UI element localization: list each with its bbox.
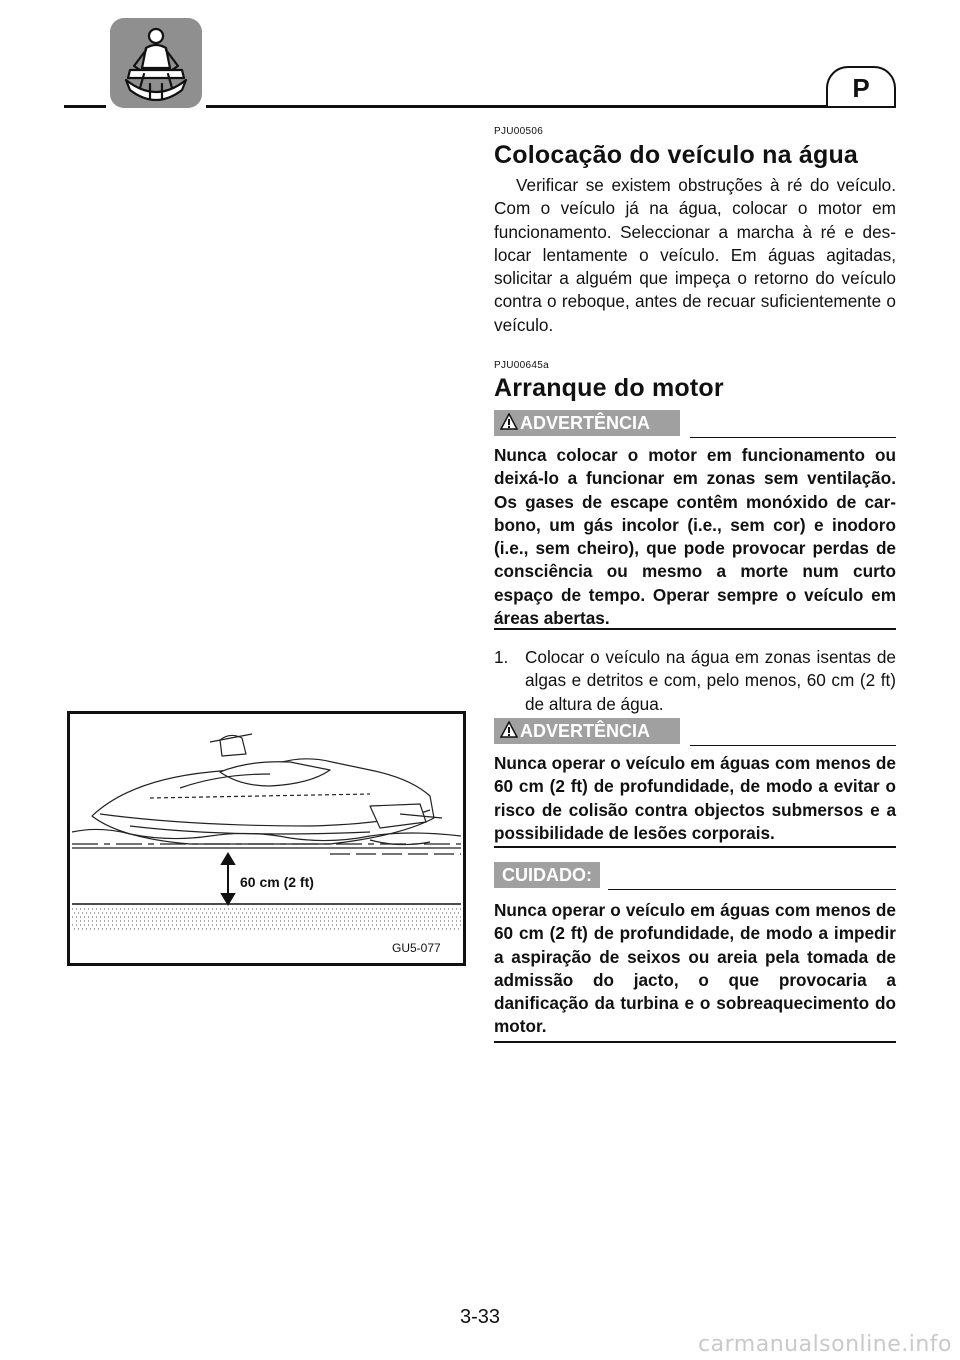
section1-paragraph: Verificar se existem obstruções à ré do veículo. Com o veículo já na água, colocar o motor em funcionamento. Seleccionar a marcha à ré e deslocar lentamente o veículo. Em águas agitadas, solicitar a alguém que impeça o retorno do veículo contra o reboque, antes de recuar suficientemente o veículo. [494,175,896,335]
header-rule-right [206,105,896,108]
caution-label: CUIDADO: [494,862,600,888]
jetski-depth-figure [67,711,466,966]
caution-header [494,862,896,890]
warning1-bottom-rule [494,628,896,630]
jetski-rider-icon [110,18,202,108]
caution-line [608,889,896,891]
warning2-label-box [494,718,680,744]
warning2-text: Nunca operar o veículo em águas com menos de 60 cm (2 ft) de profundidade, de modo a evitar o risco de colisão contra objectos submersos e a possibilidade de lesões corporais. [494,753,896,843]
section1-title: Colocação do veículo na água [494,141,859,169]
jetski-illustration [70,714,463,963]
warning1-text: Nunca colocar o motor em funcionamento ou deixá-lo a funcionar em zonas sem ventilação. Os gases de escape contêm monóxido de carbono, um gás incolor (i.e., sem cor) e inodoro (i.e., sem cheiro), que pode provocar perdas de consciência ou mesmo a morte num curto espaço de tempo. Operar sempre o veículo em áreas abertas. [494,445,896,629]
warning2-line [690,745,896,747]
warning1-header [494,410,896,438]
section-icon-box [110,18,202,108]
caution-bottom-rule [494,1041,896,1043]
watermark: carmanualsonline.info [698,1332,952,1357]
depth-label: 60 cm (2 ft) [240,874,314,890]
warning-triangle-icon [500,413,518,431]
section2-code: PJU00645a [494,360,549,371]
step1 [494,646,896,716]
figure-code: GU5-077 [392,941,441,955]
step1-text: Colocar o veículo na água em zonas isentas de algas e detritos e com, pelo menos, 60 cm (2 ft) de altura de água. [525,647,896,714]
page-number: 3-33 [459,1306,501,1328]
step1-number: 1. [494,647,509,667]
warning2-header [494,718,896,746]
header-rule-left [64,105,106,108]
warning2-bottom-rule [494,846,896,848]
warning1-line [690,437,896,439]
language-badge: P [826,66,896,106]
warning1-label: ADVERTÊNCIA [520,413,651,433]
warning-triangle-icon [500,721,518,739]
warning2-label: ADVERTÊNCIA [520,721,651,741]
section2-title: Arranque do motor [494,374,724,402]
section1-code: PJU00506 [494,126,544,137]
caution-text: Nunca operar o veículo em águas com menos de 60 cm (2 ft) de profundidade, de modo a impedir a aspiração de seixos ou areia pela tomada de admissão do jacto, o que provocaria a danificação da turbina e o sobreaquecimento do motor. [494,900,896,1037]
warning1-label-box [494,410,680,436]
